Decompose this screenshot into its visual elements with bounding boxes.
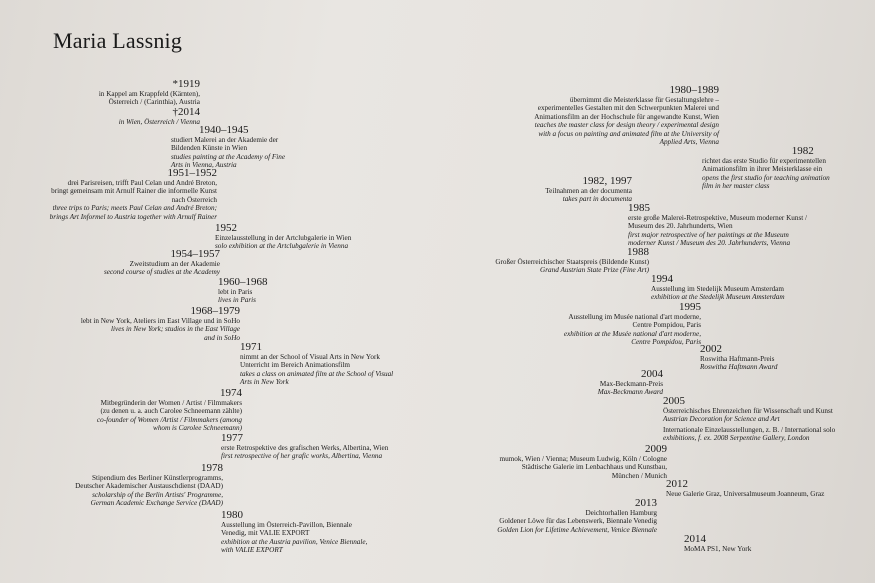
entry-text-de: übernimmt die Meisterklasse für Gestaltungslehre – experimentelles Gestalten mit den Schwerpunkten Malerei und Animationsfilm an der Hochschule für angewandte Kunst, Wien [534, 96, 719, 121]
entry-year: 2005 [663, 395, 685, 407]
entry-text-de: in Kappel am Krappfeld (Kärnten), Österreich / (Carinthia), Austria [98, 90, 200, 107]
entry-text-en: takes a class on animated film at the School of Visual Arts in New York [240, 369, 394, 387]
entry-text-en: first retrospective of her grafic works, Albertina, Vienna [221, 452, 383, 461]
entry-year: 1994 [651, 273, 673, 285]
timeline-entry [97, 387, 242, 433]
timeline-entry [240, 341, 393, 387]
entry-text-en: Roswitha Haftmann Award [700, 363, 778, 372]
entry-year: 2013 [635, 497, 657, 509]
entry-text-en: exhibition at the Austria pavilion, Venice Biennale, with VALIE EXPORT [221, 537, 368, 555]
timeline-entry [99, 78, 200, 107]
entry-text-en: scholarship of the Berlin Artists' Programme, German Academic Exchange Service (DAAD) [90, 490, 223, 508]
timeline-entry [684, 533, 751, 553]
entry-text-en: second course of studies at the Academy [103, 268, 220, 277]
entry-text-de: erste Retrospektive des grafischen Werks, Albertina, Wien [221, 444, 389, 452]
entry-text-de: Max-Beckmann-Preis [599, 380, 663, 388]
entry-text-en: lives in New York; studios in the East Village and in SoHo [111, 325, 240, 342]
entry-text-en: teaches the master class for design theory / experimental design with a focus on painting and animated film at the University of Applied Arts, Vienna [534, 121, 719, 147]
entry-year: 1940–1945 [199, 124, 249, 136]
timeline-entry [221, 509, 367, 555]
entry-text-de: Zweitstudium an der Akademie [129, 260, 220, 268]
entry-text-de: lebt in New York, Ateliers im East Village und in SoHo [80, 317, 240, 325]
entry-text-de: mumok, Wien / Vienna; Museum Ludwig, Köln / Cologne Städtische Galerie im Lenbachhaus und Kunstbau, München / Munich [499, 455, 667, 480]
entry-text-de: erste große Malerei-Retrospektive, Museum moderner Kunst / Museum des 20. Jahrhunderts, Wien [628, 214, 808, 231]
entry-year: 1978 [201, 462, 223, 474]
entry-text-de: MoMA PS1, New York [684, 545, 752, 553]
entry-text-de: Roswitha Haftmann-Preis [700, 355, 775, 363]
entry-text-de: Großer Österreichischer Staatspreis (Bildende Kunst) [495, 258, 649, 266]
entry-year: 2014 [684, 533, 706, 545]
entry-text-en: Max-Beckmann Award [597, 388, 663, 397]
entry-year: 1982, 1997 [582, 175, 632, 187]
timeline-entry [702, 145, 830, 191]
timeline-entry [218, 276, 268, 305]
timeline-entry [628, 202, 807, 248]
entry-text-en: takes part in documenta [562, 195, 632, 204]
entry-year: 1968–1979 [190, 305, 240, 317]
timeline-entry [666, 478, 824, 498]
timeline-entry [104, 248, 220, 277]
timeline-entry [75, 462, 223, 508]
entry-year: 2009 [645, 443, 667, 455]
entry-year: 2004 [641, 368, 663, 380]
entry-year: 1977 [221, 432, 243, 444]
timeline-entry [663, 426, 835, 443]
timeline-entry [651, 273, 785, 302]
timeline-entry [545, 175, 632, 204]
entry-text-de: drei Parisreisen, trifft Paul Celan und André Breton, bringt gemeinsam mit Arnulf Rainer die informelle Kunst nach Österreich [51, 179, 217, 204]
entry-year: 1980–1989 [669, 84, 719, 96]
entry-text-en: opens the first studio for teaching animation film in her master class [702, 173, 830, 191]
timeline-entry [700, 343, 777, 372]
entry-text-en: first major retrospective of her paintings at the Museum moderner Kunst / Museum des 20. Jahrhunderts, Vienna [628, 230, 791, 248]
entry-text-en: exhibition at the Musée national d'art moderne, Centre Pompidou, Paris [563, 329, 701, 347]
timeline-entry [598, 368, 663, 397]
entry-text-de: Einzelausstellung in der Artclubgalerie in Wien [215, 234, 352, 242]
entry-text-de: nimmt an der School of Visual Arts in New York Unterricht im Bereich Animationsfilm [240, 353, 380, 370]
timeline-entry [221, 432, 388, 461]
entry-text-de: richtet das erste Studio für experimentellen Animationsfilm in ihrer Meisterklasse ein [702, 157, 826, 174]
entry-text-en: three trips to Paris; meets Paul Celan and André Breton; brings Art Informel to Austria together with Arnulf Rainer [49, 204, 217, 221]
entry-text-de: Stipendium des Berliner Künstlerprogramms, Deutscher Akademischer Austauschdienst (DAAD) [75, 474, 223, 491]
entry-year: 1951–1952 [167, 167, 217, 179]
entry-text-en: solo exhibition at the Artclubgalerie in Vienna [215, 242, 349, 251]
entry-text-en: in Wien, Österreich / Vienna [118, 118, 200, 126]
entry-text-de: Ausstellung im Musée national d'art moderne, Centre Pompidou, Paris [568, 313, 701, 330]
entry-text-de: Mitbegründerin der Women / Artist / Filmmakers (zu denen u. a. auch Carolee Schneemann zählte) [100, 399, 242, 416]
entry-text-en: exhibition at the Stedelijk Museum Amsterdam [651, 293, 785, 302]
timeline-entry [663, 395, 833, 424]
timeline-entry [497, 497, 657, 534]
entry-text-de: Ausstellung im Österreich-Pavillon, Biennale Venedig, mit VALIE EXPORT [221, 521, 352, 538]
entry-text-en: studies painting at the Academy of Fine Arts in Vienna, Austria [171, 152, 286, 170]
entry-text-en: Austrian Decoration for Science and Art [663, 415, 780, 424]
entry-text-en: Grand Austrian State Prize (Fine Art) [540, 266, 649, 275]
timeline-entry [215, 222, 351, 251]
entry-text-en: lives in Paris [218, 296, 256, 305]
entry-text-de: Internationale Einzelausstellungen, z. B. / International solo [663, 426, 836, 434]
entry-year: 1988 [627, 246, 649, 258]
timeline-entry [50, 167, 217, 221]
entry-text-de: Teilnahmen an der documenta [545, 187, 632, 195]
entry-year: 1985 [628, 202, 650, 214]
entry-year: †2014 [172, 106, 200, 118]
entry-year: 1980 [221, 509, 243, 521]
timeline-entry [499, 443, 667, 480]
entry-text-de: Neue Galerie Graz, Universalmuseum Joanneum, Graz [666, 490, 825, 498]
timeline-entry [495, 246, 649, 275]
entry-text-de: lebt in Paris [218, 288, 253, 296]
entry-text-en: exhibitions, f. ex. 2008 Serpentine Gallery, London [663, 434, 810, 443]
timeline-entry [564, 301, 701, 347]
timeline-entry [81, 305, 240, 342]
entry-text-de: Deichtorhallen Hamburg Goldener Löwe für das Lebenswerk, Biennale Venedig [499, 509, 657, 526]
entry-year: 1995 [679, 301, 701, 313]
entry-year: 1974 [220, 387, 242, 399]
entry-year: *1919 [172, 78, 200, 90]
entry-year: 2002 [700, 343, 722, 355]
entry-year: 1971 [240, 341, 262, 353]
entry-text-de: studiert Malerei an der Akademie der Bildenden Künste in Wien [171, 136, 279, 153]
entry-text-de: Österreichisches Ehrenzeichen für Wissenschaft und Kunst [663, 407, 833, 415]
page-title: Maria Lassnig [53, 28, 183, 53]
timeline-entry [534, 84, 719, 146]
entry-year: 1952 [215, 222, 237, 234]
entry-year: 1960–1968 [218, 276, 268, 288]
entry-text-de: Ausstellung im Stedelijk Museum Amsterdam [651, 285, 784, 293]
entry-year: 2012 [666, 478, 688, 490]
timeline-entry [171, 124, 285, 170]
entry-year: 1954–1957 [170, 248, 220, 260]
entry-text-en: co-founder of Women /Artist / Filmmakers (among whom is Carolee Schneemann) [96, 415, 242, 433]
entry-text-en: Golden Lion for Lifetime Achievement, Venice Biennale [497, 525, 657, 534]
entry-year: 1982 [791, 145, 814, 157]
